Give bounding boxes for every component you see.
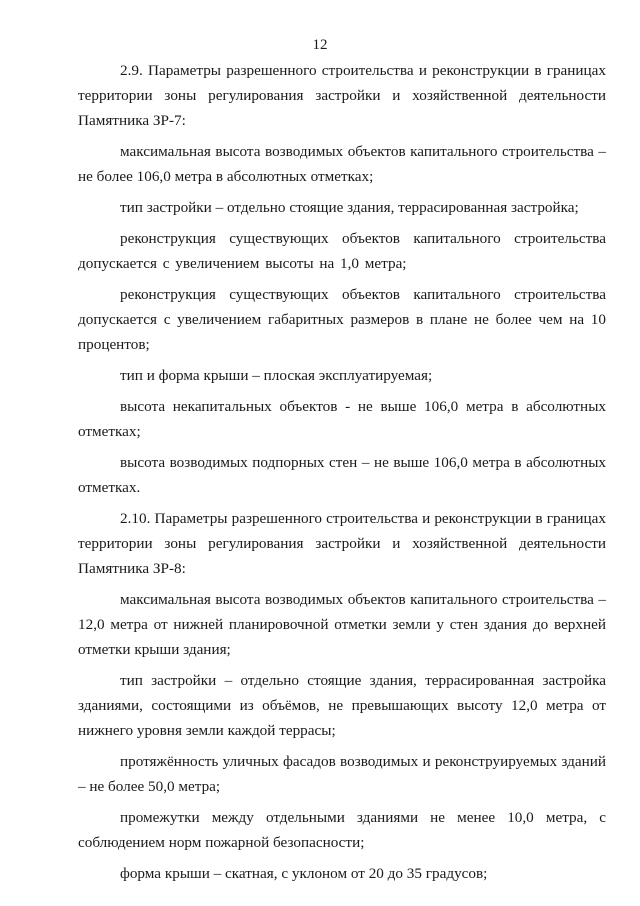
paragraph: высота некапитальных объектов - не выше 106,0 метра в абсолютных отметках; xyxy=(78,398,606,440)
paragraph: максимальная высота возводимых объектов капитального строительства – не более 106,0 метра в абсолютных отметках; xyxy=(78,143,606,185)
section-heading-2-9: 2.9. Параметры разрешенного строительства и реконструкции в границах территории зоны регулирования застройки и хозяйственной деятельности Памятника ЗР-7: xyxy=(78,62,606,129)
paragraph: форма крыши – скатная, с уклоном от 20 до 35 градусов; xyxy=(120,865,488,882)
paragraph: реконструкция существующих объектов капитального строительства допускается с увеличением высоты на 1,0 метра; xyxy=(78,230,606,272)
paragraph: максимальная высота возводимых объектов капитального строительства – 12,0 метра от нижней планировочной отметки земли у стен здания до верхней отметки крыши здания; xyxy=(78,591,606,658)
paragraph: тип и форма крыши – плоская эксплуатируемая; xyxy=(120,367,433,384)
paragraph: промежутки между отдельными зданиями не менее 10,0 метра, с соблюдением норм пожарной безопасности; xyxy=(78,809,606,851)
paragraph: тип застройки – отдельно стоящие здания, террасированная застройка зданиями, состоящими из объёмов, не превышающих высоту 12,0 метра от нижнего уровня земли каждой террасы; xyxy=(78,672,606,739)
page-number: 12 xyxy=(312,37,328,53)
paragraph: высота возводимых подпорных стен – не выше 106,0 метра в абсолютных отметках. xyxy=(78,454,606,496)
section-heading-2-10: 2.10. Параметры разрешенного строительства и реконструкции в границах территории зоны регулирования застройки и хозяйственной деятельности Памятника ЗР-8: xyxy=(78,510,606,577)
paragraph: протяжённость уличных фасадов возводимых и реконструируемых зданий – не более 50,0 метра; xyxy=(78,753,606,795)
document-body xyxy=(78,58,606,892)
paragraph: реконструкция существующих объектов капитального строительства допускается с увеличением габаритных размеров в плане не более чем на 10 процентов; xyxy=(78,286,606,353)
paragraph: тип застройки – отдельно стоящие здания, террасированная застройка; xyxy=(120,199,579,216)
